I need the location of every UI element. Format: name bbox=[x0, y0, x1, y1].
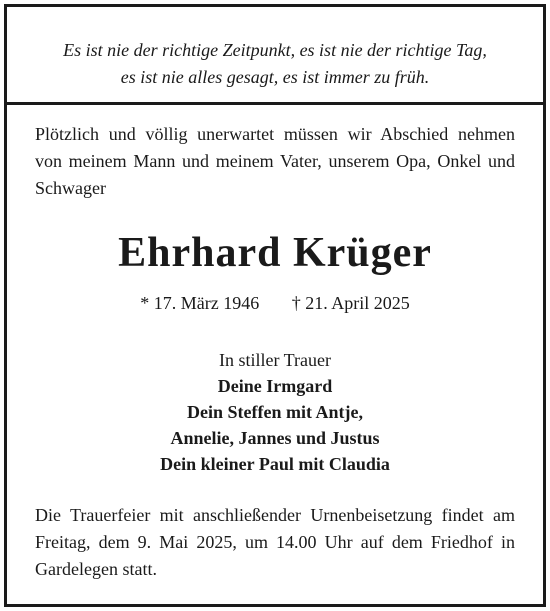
notice-frame bbox=[4, 4, 546, 607]
mourner-line: Annelie, Jannes und Justus bbox=[170, 428, 380, 448]
funeral-line: Freitag, dem 9. Mai 2025, um 14.00 Uhr auf dem Friedhof in bbox=[35, 532, 515, 552]
funeral-line: Gardelegen statt. bbox=[35, 559, 157, 579]
intro-line: Plötzlich und völlig unerwartet müssen wir Abschied nehmen bbox=[35, 124, 515, 144]
life-dates bbox=[7, 293, 543, 314]
funeral-line: Die Trauerfeier mit anschließender Urnenbeisetzung findet am bbox=[35, 505, 515, 525]
mourners-lead: In stiller Trauer bbox=[219, 350, 331, 370]
intro-text bbox=[35, 121, 515, 202]
funeral-info bbox=[35, 502, 515, 583]
deceased-name: Ehrhard Krüger bbox=[118, 230, 432, 276]
divider bbox=[7, 102, 543, 105]
mourner-line: Deine Irmgard bbox=[217, 376, 333, 396]
motto-line: es ist nie alles gesagt, es ist immer zu früh. bbox=[120, 67, 430, 87]
motto-line: Es ist nie der richtige Zeitpunkt, es ist nie der richtige Tag, bbox=[63, 40, 487, 60]
intro-line: von meinem Mann und meinem Vater, unserem Opa, Onkel und bbox=[35, 151, 515, 171]
motto-quote bbox=[7, 37, 543, 91]
mourner-line: Dein Steffen mit Antje, bbox=[187, 402, 363, 422]
birth-date: * 17. März 1946 bbox=[140, 293, 260, 313]
mourner-line: Dein kleiner Paul mit Claudia bbox=[160, 454, 390, 474]
mourners-block bbox=[7, 347, 543, 477]
intro-line: Schwager bbox=[35, 178, 106, 198]
death-date: † 21. April 2025 bbox=[291, 293, 410, 313]
